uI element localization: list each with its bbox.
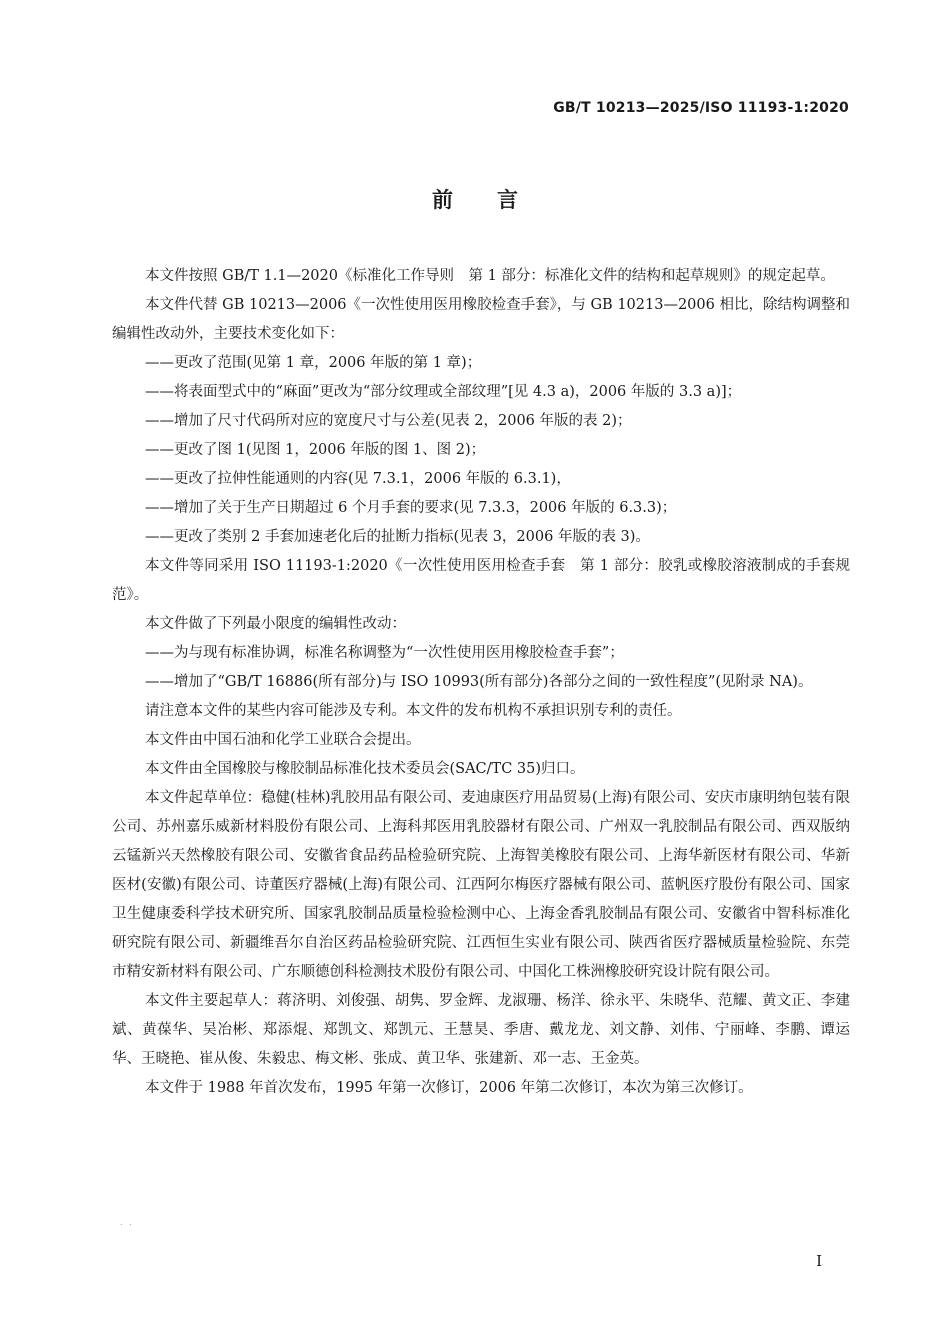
footer-mark: . . [120,1218,134,1227]
paragraph-replacement: 本文件代替 GB 10213—2006《一次性使用医用橡胶检查手套》，与 GB 10213—2006 相比，除结构调整和编辑性改动外，主要技术变化如下： [112,297,850,342]
change-item: ——更改了范围(见第 1 章，2006 年版的第 1 章)； [145,355,482,371]
change-item: ——更改了拉伸性能通则的内容(见 7.3.1，2006 年版的 6.3.1)， [145,471,571,487]
page-title: 前言 [432,188,562,212]
paragraph-proposed-by: 本文件由中国石油和化学工业联合会提出。 [145,732,421,748]
paragraph-drafters: 本文件主要起草人：蒋济明、刘俊强、胡隽、罗金辉、龙淑珊、杨洋、徐永平、朱晓华、范耀、黄文正、李建斌、黄葆华、吴冶彬、郑添焜、郑凯文、郑凯元、王慧昊、季唐、戴龙龙、刘文静、刘伟、宁丽峰、李鹏、谭运华、王晓艳、崔从俊、朱毅忠、梅文彬、张成、黄卫华、张建新、邓一志、王金英。 [112,993,850,1067]
editorial-item: ——增加了“GB/T 16886(所有部分)与 ISO 10993(所有部分)各部分之间的一致性程度”(见附录 NA)。 [145,674,813,690]
standard-code: GB/T 10213—2025/ISO 11193-1:2020 [553,100,849,116]
change-item: ——将表面型式中的“麻面”更改为“部分纹理或全部纹理”[见 4.3 a)，2006 年版的 3.3 a)]； [145,384,742,400]
change-item: ——增加了关于生产日期超过 6 个月手套的要求(见 7.3.3，2006 年版的 6.3.3)； [145,500,677,516]
paragraph-drafting-organizations: 本文件起草单位：稳健(桂林)乳胶用品有限公司、麦迪康医疗用品贸易(上海)有限公司、安庆市康明纳包装有限公司、苏州嘉乐威新材料股份有限公司、上海科邦医用乳胶器材有限公司、广州双一乳胶制品有限公司、西双版纳云锰新兴天然橡胶有限公司、安徽省食品药品检验研究院、上海智美橡胶有限公司、上海华新医材有限公司、华新医材(安徽)有限公司、诗董医疗器械(上海)有限公司、江西阿尔梅医疗器械有限公司、蓝帆医疗股份有限公司、国家卫生健康委科学技术研究所、国家乳胶制品质量检验检测中心、上海金香乳胶制品有限公司、安徽省中智科标准化研究院有限公司、新疆维吾尔自治区药品检验研究院、江西恒生实业有限公司、陕西省医疗器械质量检验院、东莞市精安新材料有限公司、广东顺德创科检测技术股份有限公司、中国化工株洲橡胶研究设计院有限公司。 [112,790,850,980]
foreword-body [112,262,850,1103]
paragraph-responsible-committee: 本文件由全国橡胶与橡胶制品标准化技术委员会(SAC/TC 35)归口。 [145,761,585,777]
editorial-item: ——为与现有标准协调，标准名称调整为“一次性使用医用橡胶检查手套”； [145,645,624,661]
paragraph-editorial-changes: 本文件做了下列最小限度的编辑性改动： [145,616,406,632]
page-number: I [816,1252,822,1270]
change-item: ——增加了尺寸代码所对应的宽度尺寸与公差(见表 2，2006 年版的表 2)； [145,413,632,429]
change-item: ——更改了图 1(见图 1，2006 年版的图 1、图 2)； [145,442,486,458]
paragraph-iso-adoption: 本文件等同采用 ISO 11193-1:2020《一次性使用医用检查手套 第 1 部分：胶乳或橡胶溶液制成的手套规范》。 [112,558,850,603]
paragraph-drafting-rules: 本文件按照 GB/T 1.1—2020《标准化工作导则 第 1 部分：标准化文件的结构和起草规则》的规定起草。 [145,268,835,284]
paragraph-patent-notice: 请注意本文件的某些内容可能涉及专利。本文件的发布机构不承担识别专利的责任。 [145,703,682,719]
change-item: ——更改了类别 2 手套加速老化后的扯断力指标(见表 3，2006 年版的表 3)。 [145,529,650,545]
paragraph-publication-history: 本文件于 1988 年首次发布，1995 年第一次修订，2006 年第二次修订，本次为第三次修订。 [145,1080,753,1096]
